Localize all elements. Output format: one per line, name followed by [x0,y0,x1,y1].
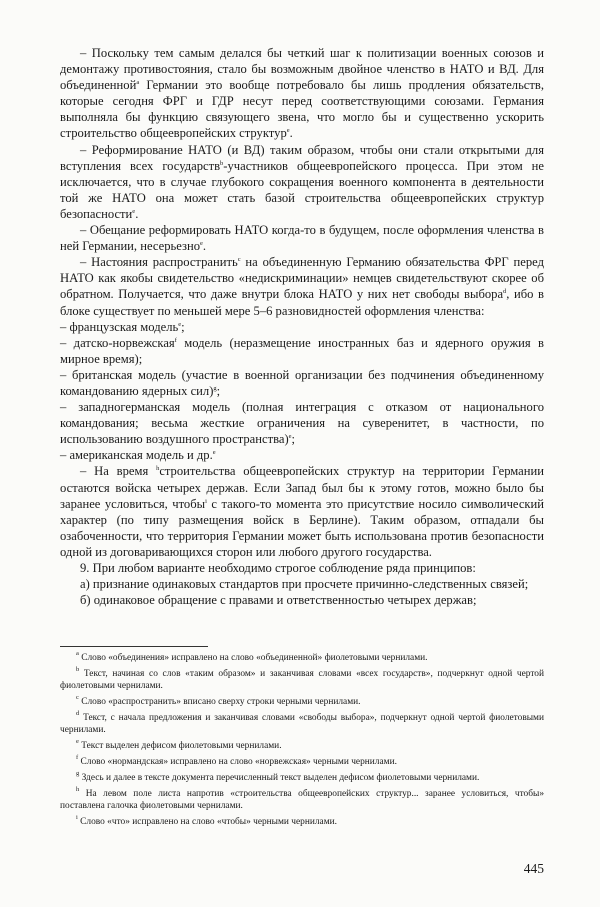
list-item [60,447,544,463]
text-run: – На время [80,464,157,479]
footnote [60,696,544,708]
footnote-marker: b [220,159,224,167]
footnote-marker: g [213,384,217,392]
footnotes [60,652,544,832]
footnote-text: Слово «распространить» вписано сверху строки черными чернилами. [81,697,361,707]
footnote [60,816,544,828]
footnote [60,788,544,812]
paragraph [60,463,544,560]
footnote-mark: d [76,710,80,717]
footnote-separator [60,646,208,647]
footnote-marker: c [237,256,241,264]
footnote-marker: e [286,127,290,135]
list-item [60,399,544,447]
footnote-marker: e [288,433,292,441]
text-run: с такого-то момента это присутствие носило символический характер (по типу размещения войск в Берлине). Таким образом, отпадали бы озабоченности, что территория Германии может быть использована против безопасности одной из договаривающихся сторон или любого другого государства. [60,496,545,559]
main-text [60,45,544,608]
paragraph [60,142,544,222]
text-run: – британская модель (участие в военной организации без подчинения объединенному командованию ядерных сил) [60,367,544,398]
text-run: . [289,126,293,141]
footnote-text: На левом поле листа напротив «строительства общеевропейских структур... заранее условиться, чтобы» поставлена галочка фиолетовыми чернилами. [60,789,545,811]
footnote-marker: f [174,336,177,344]
page-number: 445 [523,861,544,876]
text-run: . [202,239,207,254]
paragraph [60,45,544,142]
footnote-mark: a [76,650,79,657]
text-run: – американская модель и др. [60,448,213,463]
footnote-marker: e [132,207,136,215]
text-run: Германии это вообще потребовало бы лишь продления обязательств, которые сегодня ФРГ и ГДР несут перед соответствующими союзами. Германия выполняла бы функцию связующего звена, что могло бы и существенно ускорить строительство общеевропейских структур [60,78,544,141]
text-run: 9. При любом варианте необходимо строгое соблюдение ряда принципов: [80,561,476,575]
footnote [60,756,544,768]
footnote-marker: e [200,240,203,248]
footnote-marker: i [205,497,207,505]
paragraph [60,560,544,576]
footnote [60,712,544,736]
footnote [60,652,544,664]
text-run: . [135,206,139,221]
text-run: строительства общеевропейских структур на территории Германии остаются войска четырех держав. Если Запад был бы к этому готов, можно было бы заранее условиться, чтобы [60,464,544,511]
text-run: а) признание одинаковых стандартов при просчете причинно-следственных связей; [80,577,529,592]
text-run: , ибо в блоке существует по меньшей мере 5–6 разновидностей оформления членства: [60,287,544,318]
text-run: – французская модель [60,319,179,334]
footnote-text: Текст, начиная со слов «таким образом» и заканчивая словами «всех государств», подчеркнут одной чертой фиолетовыми чернилами. [60,669,544,691]
footnote-mark: h [76,786,80,793]
footnote-mark: b [76,666,80,673]
paragraph [60,592,544,608]
footnote-mark: e [76,738,79,745]
text-run: -участников общеевропейского процесса. При этом не исключается, что в случае глубокого сокращения военного компонента в деятельности той же НАТО она может стать базой строительства общеевропейских структур безопасности [60,158,544,221]
footnote [60,668,544,692]
list-item [60,367,544,399]
footnote-mark: i [76,814,78,821]
footnote-text: Текст, с начала предложения и заканчивая словами «свободы выбора», подчеркнут одной чертой фиолетовыми чернилами. [60,713,545,735]
text-run: – западногерманская модель (полная интеграция с отказом от национального командования; весьма жесткие ограничения на суверенитет, в частности, по использованию воздушного пространства) [60,400,544,447]
footnote-mark: g [76,770,80,777]
list-item [60,319,544,335]
text-run: на объединенную Германию обязательства ФРГ перед НАТО как якобы свидетельство «недискриминации» немцев свидетельствуют скорее об обратном. Получается, что даже внутри блока НАТО у них нет свободы выбора [60,255,544,302]
footnote [60,772,544,784]
footnote-marker: a [136,79,140,87]
text-run: – датско-норвежская [60,335,175,350]
footnote-text: Слово «нормандская» исправлено на слово «норвежская» черными чернилами. [80,757,397,767]
text-run: ; [291,432,296,447]
footnote-marker: e [178,320,182,328]
footnote-text: Слово «объединения» исправлено на слово «объединенной» фиолетовыми чернилами. [81,653,428,663]
text-run: – Настояния распространить [80,255,238,270]
footnote-mark: f [76,754,79,761]
text-run: – Поскольку тем самым делался бы четкий шаг к политизации военных союзов и демонтажу противостояния, стало бы возможным двойное членство в НАТО и ВД. Для объединенной [60,46,544,93]
list-item [60,335,544,367]
text-run: ; [216,383,221,398]
footnote-marker: h [156,465,160,473]
text-run: б) одинаковое обращение с правами и ответственностью четырех держав; [80,593,477,608]
footnote-mark: c [76,694,79,701]
text-run: ; [181,319,185,334]
footnote-text: Слово «что» исправлено на слово «чтобы» черными чернилами. [80,817,338,827]
footnote-text: Текст выделен дефисом фиолетовыми чернилами. [81,741,282,751]
footnote-marker: e [212,449,216,457]
text-run: – Обещание реформировать НАТО когда-то в будущем, после оформления членства в ней Германии, несерьезно [60,223,544,254]
footnote-marker: d [503,288,507,296]
text-run: модель (неразмещение иностранных баз и ядерного оружия в мирное время); [60,335,544,366]
paragraph [60,222,544,254]
paragraph [60,576,544,592]
footnote [60,740,544,752]
footnote-text: Здесь и далее в тексте документа перечисленный текст выделен дефисом фиолетовыми чернилами. [81,773,480,783]
text-run: – Реформирование НАТО (и ВД) таким образом, чтобы они стали открытыми для вступления всех государств [60,142,544,173]
paragraph [60,254,544,318]
